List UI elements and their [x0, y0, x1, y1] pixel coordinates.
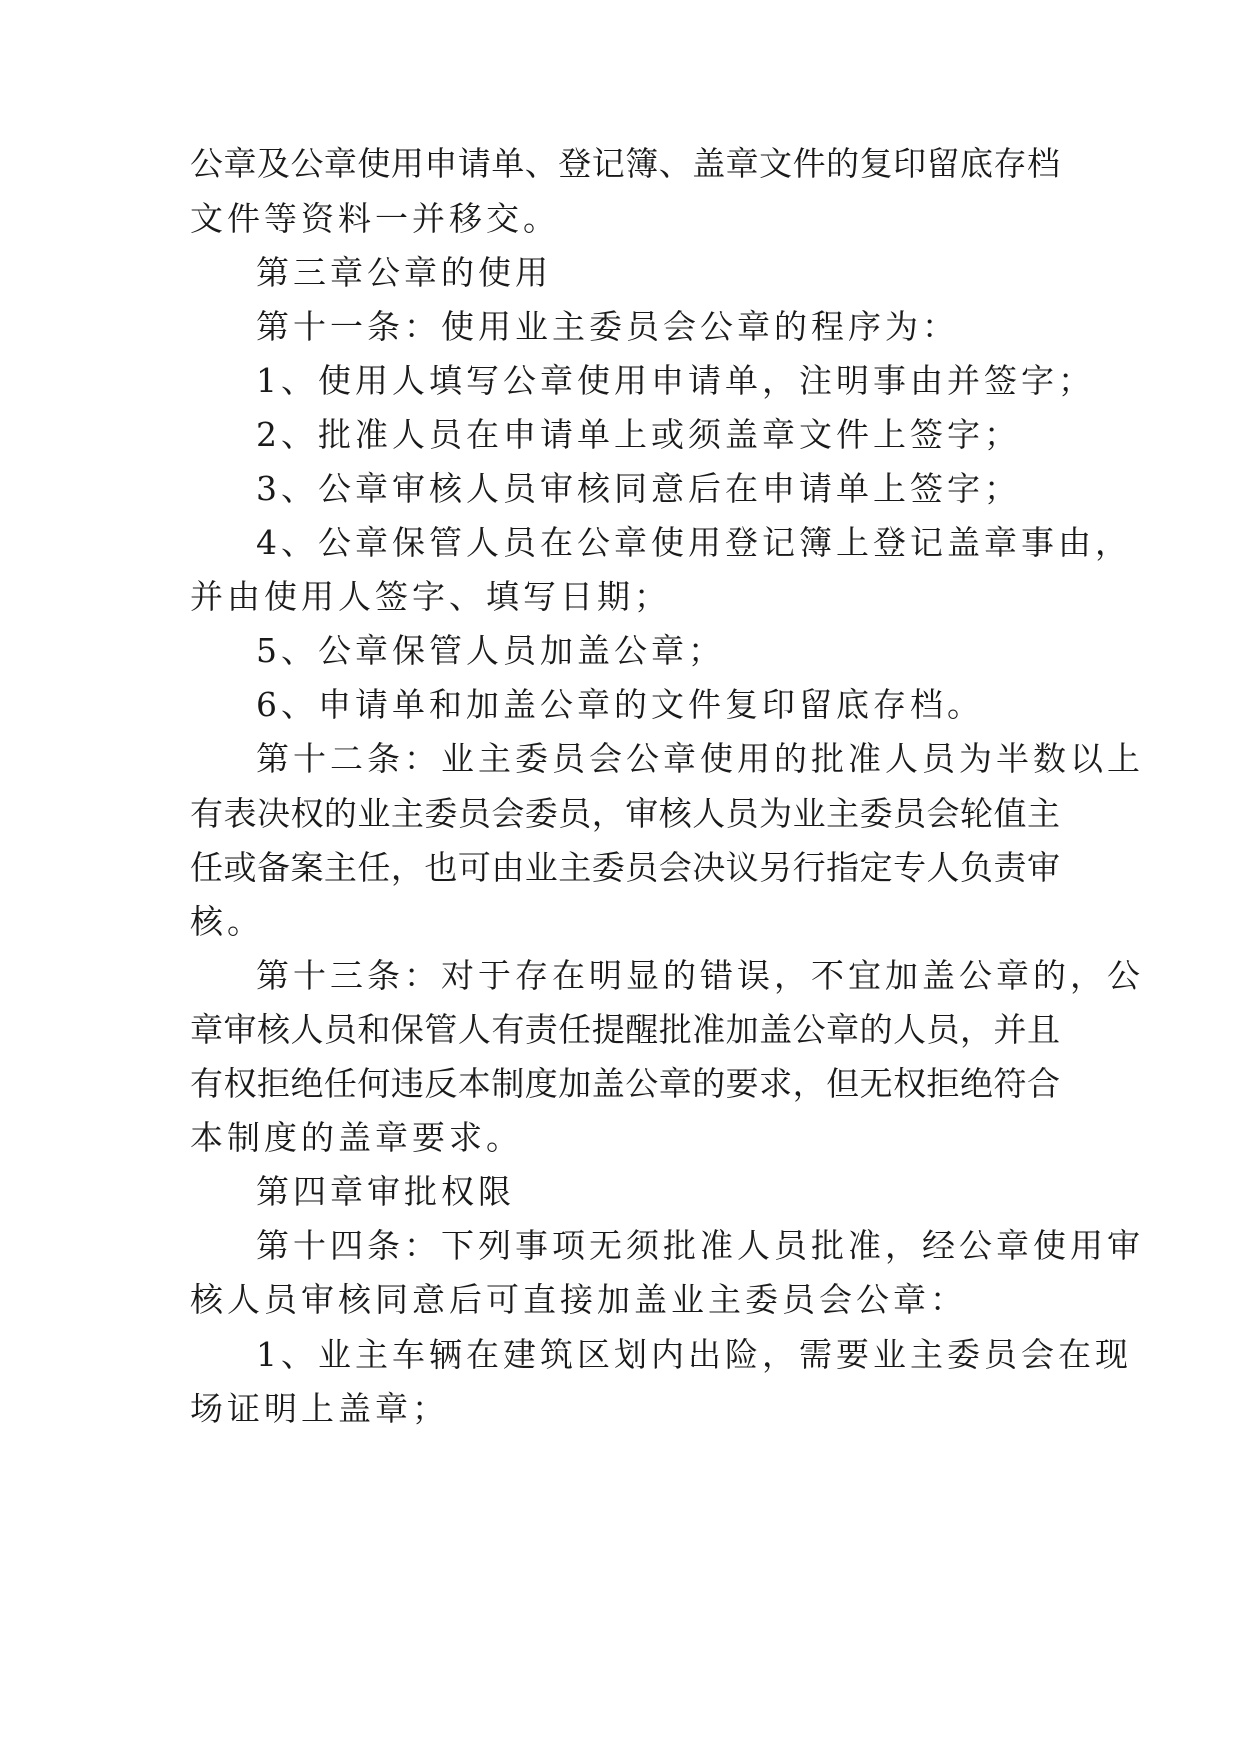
article-heading: 第十二条：业主委员会公章使用的批准人员为半数以上 — [256, 739, 1144, 778]
list-item: 1、使用人填写公章使用申请单，注明事由并签字； — [256, 361, 1095, 400]
text-line: 任或备案主任，也可由业主委员会决议另行指定专人负责审 — [190, 848, 1060, 887]
list-item: 6、申请单和加盖公章的文件复印留底存档。 — [256, 685, 984, 724]
text-line: 有权拒绝任何违反本制度加盖公章的要求，但无权拒绝符合 — [190, 1064, 1060, 1103]
article-heading: 第十四条：下列事项无须批准人员批准，经公章使用审 — [256, 1226, 1144, 1265]
text-line: 本制度的盖章要求。 — [190, 1118, 523, 1157]
text-line: 核人员审核同意后可直接加盖业主委员会公章： — [190, 1280, 967, 1319]
list-item: 1、业主车辆在建筑区划内出险，需要业主委员会在现 — [256, 1335, 1132, 1374]
text-line: 并由使用人签字、填写日期； — [190, 577, 671, 616]
text-line: 场证明上盖章； — [190, 1389, 449, 1428]
text-line: 章审核人员和保管人有责任提醒批准加盖公章的人员，并且 — [190, 1010, 1060, 1049]
list-item: 3、公章审核人员审核同意后在申请单上签字； — [256, 469, 1021, 508]
article-heading: 第十一条：使用业主委员会公章的程序为： — [256, 307, 959, 346]
list-item: 2、批准人员在申请单上或须盖章文件上签字； — [256, 415, 1021, 454]
chapter-heading: 第三章公章的使用 — [256, 253, 552, 292]
text-line: 核。 — [190, 902, 264, 941]
list-item: 4、公章保管人员在公章使用登记簿上登记盖章事由， — [256, 523, 1132, 562]
text-line: 文件等资料一并移交。 — [190, 199, 560, 238]
chapter-heading: 第四章审批权限 — [256, 1172, 515, 1211]
list-item: 5、公章保管人员加盖公章； — [256, 631, 725, 670]
article-heading: 第十三条：对于存在明显的错误，不宜加盖公章的，公 — [256, 956, 1144, 995]
text-line: 有表决权的业主委员会委员，审核人员为业主委员会轮值主 — [190, 794, 1060, 833]
text-line: 公章及公章使用申请单、登记簿、盖章文件的复印留底存档 — [190, 144, 1060, 183]
